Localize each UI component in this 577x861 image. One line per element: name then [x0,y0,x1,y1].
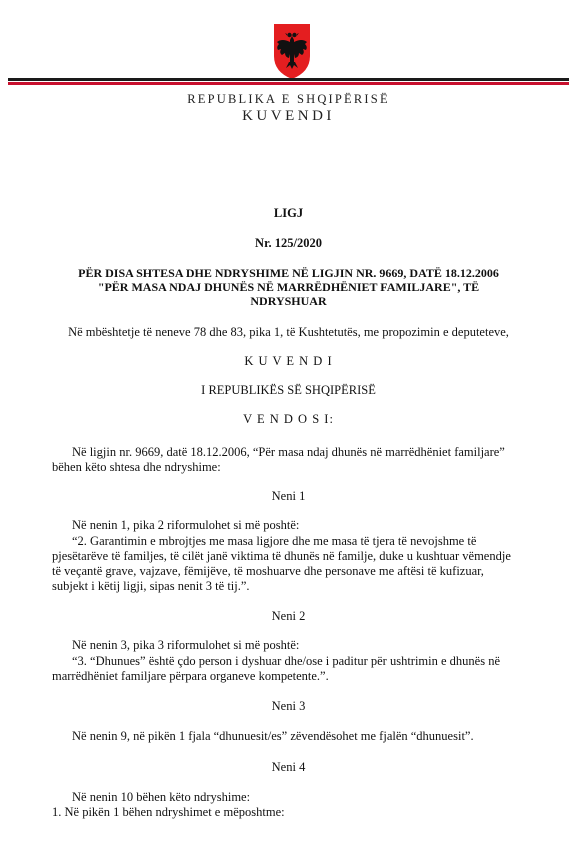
article-2-lead: Në nenin 3, pika 3 riformulohet si më poshtë: [72,638,300,652]
law-type: LIGJ [273,206,304,220]
article-4-lead: Në nenin 10 bëhen këto ndryshime: [72,790,251,804]
article-4-sub: 1. Në pikën 1 bëhen ndryshimet e mëposhtme: [52,805,285,819]
article-2-line-2: marrëdhëniet familjare përpara organeve kompetente.”. [52,669,329,683]
kuvendi-center: K U V E N D I [244,354,333,368]
article-4-heading: Neni 4 [271,760,306,774]
article-1-line-4: subjekt i këtij ligji, sipas nenit 3 të tij.”. [52,579,250,593]
law-number: Nr. 125/2020 [255,236,322,250]
article-3-heading: Neni 3 [271,699,306,713]
law-title-line-2: "PËR MASA NDAJ DHUNËS NË MARRËDHËNIET FAMILJARE", TË [97,280,480,294]
header-kuvendi: KUVENDI [242,108,335,124]
header-rule-red [8,82,569,85]
article-1-heading: Neni 1 [271,489,306,503]
law-title-line-3: NDRYSHUAR [250,294,327,308]
header-republic: REPUBLIKA E SHQIPËRISË [187,92,390,106]
vendosi-heading: V E N D O S I: [243,412,334,426]
intro-line-1: Në ligjin nr. 9669, datë 18.12.2006, “Për masa ndaj dhunës në marrëdhëniet familjare” [72,445,505,459]
article-1-lead: Në nenin 1, pika 2 riformulohet si më poshtë: [72,518,300,532]
article-3-lead: Në nenin 9, në pikën 1 fjala “dhunuesit/es” zëvendësohet me fjalën “dhunuesit”. [72,729,474,743]
article-2-line-1: “3. “Dhunues” është çdo person i dyshuar dhe/ose i paditur për ushtrimin e dhunës në [72,654,501,668]
law-title-line-1: PËR DISA SHTESA DHE NDRYSHIME NË LIGJIN NR. 9669, DATË 18.12.2006 [78,266,499,280]
albanian-parliament-emblem-icon [272,22,312,80]
republic-center: I REPUBLIKËS SË SHQIPËRISË [201,383,376,397]
intro-line-2: bëhen këto shtesa dhe ndryshime: [52,460,221,474]
article-1-line-1: “2. Garantimin e mbrojtjes me masa ligjore dhe me masa të tjera të nevojshme të [72,534,477,548]
header-rule-black [8,78,569,81]
article-2-heading: Neni 2 [271,609,306,623]
preamble: Në mbështetje të neneve 78 dhe 83, pika 1, të Kushtetutës, me propozimin e deputeteve, [68,325,509,339]
article-1-line-3: të veçantë grave, vajzave, fëmijëve, të moshuarve dhe personave me aftësi të kufizuar, [52,564,484,578]
article-1-line-2: pjesëtarëve të familjes, të cilët janë viktima të dhunës në familje, duke u kushtuar vëmendje [52,549,511,563]
